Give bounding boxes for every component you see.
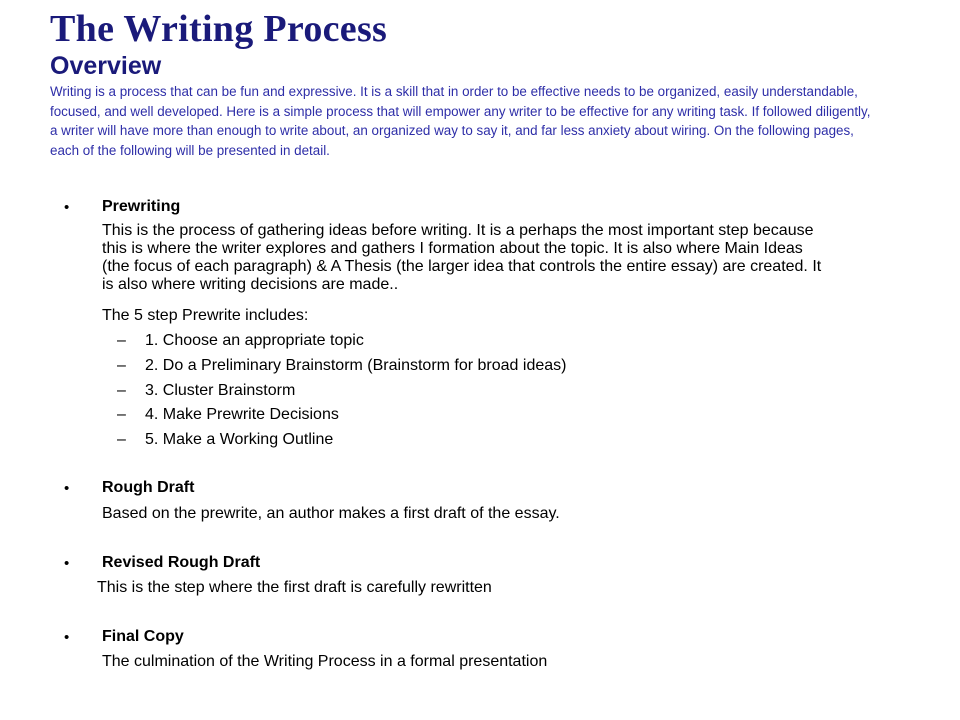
dash-icon: – (117, 431, 126, 448)
dash-icon: – (117, 382, 126, 399)
dash-icon: – (117, 357, 126, 374)
section-body-final-copy: The culmination of the Writing Process in a formal presentation (102, 653, 548, 670)
intro-paragraph: Writing is a process that can be fun and expressive. It is a skill that in order to be effective needs to be organized, easily understandable, focused, and well developed. Here is a simple process that will empower any writer to be effective for any writing task. If followed diligently, a writer will have more than enough to write about, an organized way to say it, and far less anxiety about wiring. On the following pages, each of the following will be presented in detail. (50, 84, 871, 158)
prewrite-step-3: 3. Cluster Brainstorm (145, 382, 296, 399)
section-body-rough-draft: Based on the prewrite, an author makes a first draft of the essay. (102, 505, 560, 522)
bullet-icon: • (64, 199, 70, 216)
prewrite-step-1: 1. Choose an appropriate topic (145, 332, 364, 349)
prewrite-step-4: 4. Make Prewrite Decisions (145, 406, 339, 423)
prewrite-steps-intro: The 5 step Prewrite includes: (102, 307, 309, 324)
slide-title: The Writing Process (50, 8, 388, 50)
bullet-icon: • (64, 555, 70, 572)
prewrite-step-2: 2. Do a Preliminary Brainstorm (Brainstorm for broad ideas) (145, 357, 567, 374)
section-heading-revised-rough-draft: Revised Rough Draft (102, 554, 261, 571)
dash-icon: – (117, 332, 126, 349)
bullet-icon: • (64, 480, 70, 497)
slide-subtitle: Overview (50, 52, 162, 80)
bullet-icon: • (64, 629, 70, 646)
dash-icon: – (117, 406, 126, 423)
section-heading-rough-draft: Rough Draft (102, 479, 195, 496)
section-heading-prewriting: Prewriting (102, 198, 181, 215)
prewrite-step-5: 5. Make a Working Outline (145, 431, 334, 448)
section-body-revised-rough-draft: This is the step where the first draft is carefully rewritten (97, 579, 492, 596)
section-body-prewriting: This is the process of gathering ideas before writing. It is a perhaps the most important step because this is where the writer explores and gathers I formation about the topic. It is also where Main Ideas (the focus of each paragraph) & A Thesis (the larger idea that controls the entire essay) are created. It is also where writing decisions are made.. (102, 222, 822, 293)
section-heading-final-copy: Final Copy (102, 628, 184, 645)
